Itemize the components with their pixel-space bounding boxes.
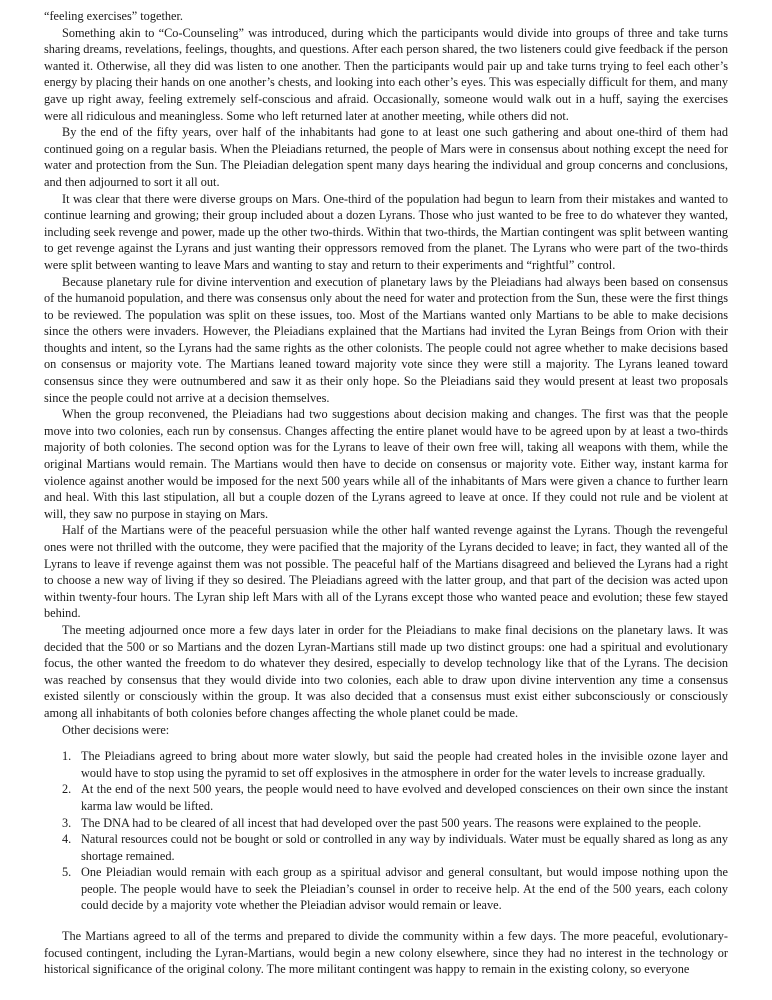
- paragraph-fifty-years: By the end of the fifty years, over half of the inhabitants had gone to at least one such gathering and about one-third of them had continued going on a regular basis. When the Pleiadians returned, the people of Mars were in consensus about nothing except the need for water and protection from the Sun. The Pleiadian delegation spent many days hearing the individual and group concerns and conclusions, and then adjourned to sort it all out.: [44, 125, 728, 189]
- paragraph-meeting-adjourned: The meeting adjourned once more a few days later in order for the Pleiadians to make final decisions on the planetary laws. It was decided that the 500 or so Martians and the dozen Lyran-Martians still made up two distinct groups: one had a spiritual and evolutionary focus, the other wanted the freedom to do whatever they desired, especially to develop technology like that of the Lyrans. The decision was reached by consensus that they would divide into two colonies, each able to draw upon divine intervention any time a consensus existed silently or consciously within the group. It was also decided that a consensus must exist either subconsciously or consciously among all inhabitants of both colonies before changes affecting the whole planet could be made.: [44, 622, 728, 720]
- list-item: [44, 748, 728, 781]
- paragraph-continuation: “feeling exercises” together.: [44, 9, 183, 23]
- paragraph-diverse-groups: It was clear that there were diverse groups on Mars. One-third of the population had begun to learn from their mistakes and wanted to continue learning and growing; their group included about a dozen Lyrans. Those who just wanted to be free to do whatever they wanted, including seek revenge and power, made up the other two-thirds. Within that two-thirds, the Martian contingent was split between wanting to get revenge against the Lyrans and just wanting their oppressors removed from the planet. The Lyrans who were part of the two-thirds were split between wanting to leave Mars and wanting to stay and return to their experiments and “rightful” control.: [44, 191, 728, 272]
- list-item-number: 3.: [62, 815, 72, 830]
- list-item: [44, 781, 728, 814]
- decisions-list: [44, 748, 728, 914]
- paragraph-co-counseling: Something akin to “Co-Counseling” was introduced, during which the participants would divide into groups of three and take turns sharing dreams, revelations, feelings, thoughts, and questions. After each person shared, the two listeners could give feedback if the person wanted it. Otherwise, all they did was listen to one another. Then the participants would pair up and take turns trying to feel each other’s energy by placing their hands on one another’s chests, and looking into each other’s eyes. This was especially difficult for them, and many gave up right away, feeling extremely self-conscious and afraid. Occasionally, someone would walk out in a huff, saying the exercises were all ridiculous and meaningless. Some who left returned later at another meeting, while others did not.: [44, 25, 728, 123]
- list-item-number: 4.: [62, 832, 72, 847]
- list-item-number: 2.: [62, 782, 72, 797]
- list-item-text: The Pleiadians agreed to bring about more water slowly, but said the people had created holes in the invisible ozone layer and would have to stop using the pyramid to set off explosives in the atmosphere in order for the water levels to increase gradually.: [81, 749, 728, 780]
- list-item: [44, 815, 728, 832]
- paragraph-closing: The Martians agreed to all of the terms and prepared to divide the community within a few days. The more peaceful, evolutionary-focused contingent, including the Lyran-Martians, would begin a new colony elsewhere, since they had no interest in the technology or historical significance of the original colony. The more militant contingent was happy to remain in the existing colony, so everyone: [44, 929, 728, 977]
- document-page: [44, 8, 728, 978]
- list-item-text: The DNA had to be cleared of all incest that had developed over the past 500 years. The reasons were explained to the people.: [81, 815, 702, 830]
- paragraph-reconvened: When the group reconvened, the Pleiadians had two suggestions about decision making and changes. The first was that the people move into two colonies, each run by consensus. Changes affecting the entire planet would have to be agreed upon by at least a two-thirds majority of both colonies. The second option was for the Lyrans to leave of their own free will, taking all weapons with them, while the original Martians would remain. The Martians would then have to decide on consensus or majority vote. Either way, instant karma for violence against another would be imposed for the next 500 years while all of the inhabitants of Mars were given a chance to further learn and heal. With this last stipulation, all but a couple dozen of the Lyrans agreed to leave at once. If they could not rule and be violent at will, they saw no purpose in staying on Mars.: [44, 407, 728, 521]
- paragraph-other-decisions-intro: Other decisions were:: [62, 722, 170, 737]
- paragraph-planetary-rule: Because planetary rule for divine intervention and execution of planetary laws by the Pleiadians had always been based on consensus of the humanoid population, and there was consensus only about the need for water and protection from the Sun, these were the first things to be reviewed. The population was split on these issues, too. Most of the Martians wanted only Martians to be able to make decisions since the others were invaders. However, the Pleiadians explained that the Martians had invited the Lyran Beings from Orion with their thoughts and intent, so the Lyrans had the same rights as the other colonists. The people could not agree whether to make decisions based on consensus or majority vote. The Martians leaned toward majority vote since they were still a majority. The Lyrans leaned toward consensus since they were outnumbered and saw it as their only hope. So the Pleiadians said they would present at least two proposals since the people could not arrive at a decision themselves.: [44, 274, 729, 405]
- list-item: [44, 864, 728, 914]
- list-item-number: 5.: [62, 865, 72, 880]
- list-item: [44, 831, 728, 864]
- list-item-text: At the end of the next 500 years, the people would need to have evolved and developed consciences on their own since the instant karma law would be lifted.: [81, 782, 728, 813]
- list-item-number: 1.: [62, 749, 72, 764]
- list-item-text: Natural resources could not be bought or sold or controlled in any way by individuals. Water must be equally shared as long as any shortage remained.: [81, 832, 728, 863]
- list-item-text: One Pleiadian would remain with each group as a spiritual advisor and general consultant, but would impose nothing upon the people. The people would have to seek the Pleiadian’s counsel in order to receive help. At the end of the 500 years, each colony could decide by a majority vote whether the Pleiadian advisor would remain or leave.: [81, 865, 728, 913]
- paragraph-half-martians: Half of the Martians were of the peaceful persuasion while the other half wanted revenge against the Lyrans. Though the revengeful ones were not thrilled with the outcome, they were pacified that the majority of the Lyrans decided to leave; in fact, they wanted all of the Lyrans to leave if revenge against them was not possible. The peaceful half of the Martians disagreed and believed the Lyrans had a right to choose a new way of living if they so desired. The Pleiadians agreed with the latter group, and that part of the decision was acted upon within twenty-four hours. The Lyran ship left Mars with all of the Lyrans except those who wanted peace and evolution; these few stayed behind.: [44, 523, 728, 621]
